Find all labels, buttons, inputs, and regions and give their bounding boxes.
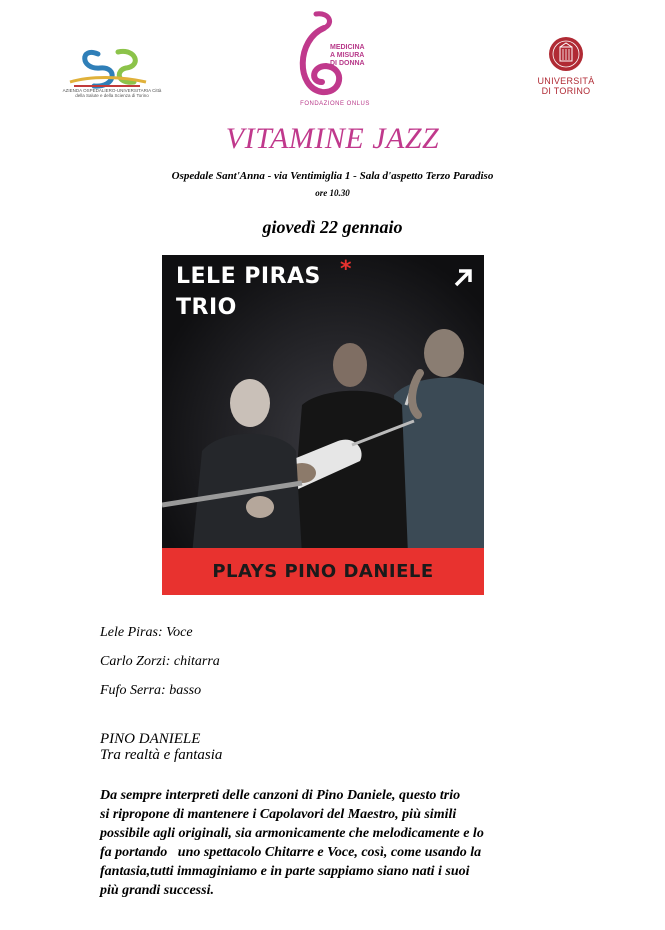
description-line: fantasia,tutti immaginiamo e in parte sappiamo siano nati i suoi [100,864,470,879]
center-logo-line: DI DONNA [330,60,365,67]
center-logo-line: A MISURA [330,52,365,59]
university-line: DI TORINO [541,86,591,96]
event-time: ore 10.30 [315,188,350,198]
section-title: PINO DANIELE [100,731,201,747]
center-logo-text [330,44,365,68]
center-logo-line: MEDICINA [330,44,365,51]
band-poster [162,255,484,595]
band-name-line1: LELE PIRAS [176,264,321,289]
member-line: Carlo Zorzi: chitarra [100,654,220,669]
member-line: Fufo Serra: basso [100,683,202,698]
description-line: possibile agli originali, sia armonicamente che melodicamente e lo [100,826,484,841]
event-date: giovedì 22 gennaio [262,217,403,237]
description-line: si ripropone di mantenere i Capolavori del Maestro, più simili [100,807,457,822]
description [100,786,560,900]
arrow-up-right-icon [452,267,474,289]
band-name-line2: TRIO [176,295,237,320]
event-venue: Ospedale Sant'Anna - via Ventimiglia 1 - Sala d'aspetto Terzo Paradiso [171,170,494,182]
asl-logo-caption: AZIENDA OSPEDALIERO-UNIVERSITARIA Città della Salute e della Scienza di Torino [62,88,162,98]
band-name [176,261,321,323]
university-label [530,76,602,96]
member-line: Lele Piras: Voce [100,625,193,640]
asterisk-icon: * [340,257,352,282]
description-line: più grandi successi. [100,883,214,898]
event-title: VITAMINE JAZZ [225,122,440,155]
description-line: Da sempre interpreti delle canzoni di Pino Daniele, questo trio [100,788,461,803]
description-line: fa portando uno spettacolo Chitarre e Voce, così, come usando la [100,845,482,860]
university-line: UNIVERSITÀ [537,76,595,86]
section-subtitle: Tra realtà e fantasia [100,747,223,763]
foundation-label: FONDAZIONE ONLUS [300,101,370,107]
universita-torino-seal-icon [548,36,584,72]
poster-footer-text: PLAYS PINO DANIELE [212,561,434,582]
